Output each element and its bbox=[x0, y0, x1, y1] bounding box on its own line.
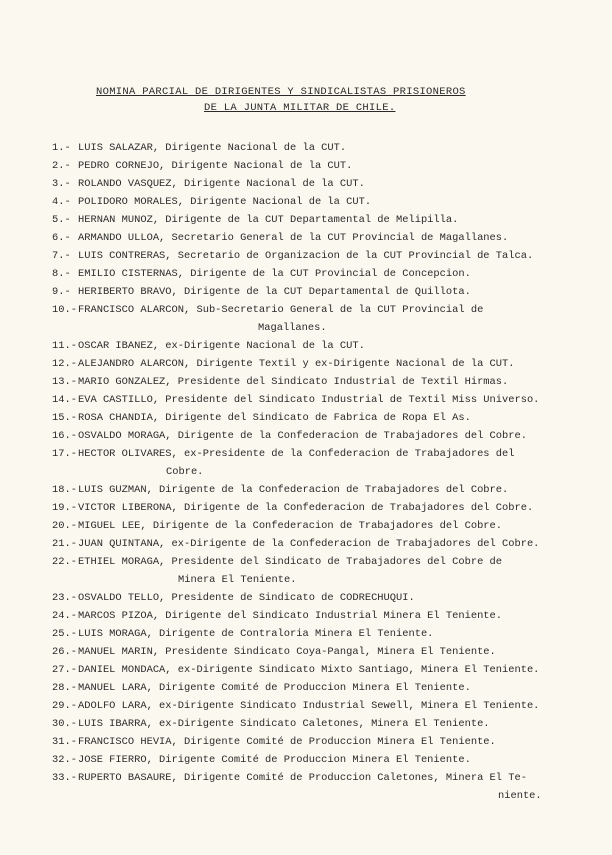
list-item bbox=[52, 427, 572, 445]
item-number: 18.- bbox=[52, 484, 77, 496]
item-text-continuation: Cobre. bbox=[166, 466, 204, 478]
item-text-continuation: niente. bbox=[498, 790, 542, 802]
list-item bbox=[52, 301, 572, 337]
item-text bbox=[78, 535, 572, 553]
item-text-line: HECTOR OLIVARES, ex-Presidente de la Confederacion de Trabajadores del bbox=[78, 448, 515, 460]
list-item bbox=[52, 715, 572, 733]
item-text bbox=[78, 409, 572, 427]
item-text-line: OSVALDO TELLO, Presidente de Sindicato de CODRECHUQUI. bbox=[78, 592, 415, 604]
list-item bbox=[52, 445, 572, 481]
list-item bbox=[52, 481, 572, 499]
list-item bbox=[52, 769, 572, 805]
item-text bbox=[78, 625, 572, 643]
list-item bbox=[52, 553, 572, 589]
item-number: 24.- bbox=[52, 610, 77, 622]
list-item bbox=[52, 175, 572, 193]
item-text-line: FRANCISCO ALARCON, Sub-Secretario General de la CUT Provincial de bbox=[78, 304, 484, 316]
item-number: 19.- bbox=[52, 502, 77, 514]
list-item bbox=[52, 643, 572, 661]
item-text-line: FRANCISCO HEVIA, Dirigente Comité de Produccion Minera El Teniente. bbox=[78, 736, 496, 748]
title-line-2: DE LA JUNTA MILITAR DE CHILE. bbox=[204, 102, 396, 114]
item-text bbox=[78, 157, 572, 175]
item-text bbox=[78, 733, 572, 751]
item-text-line: MARCOS PIZOA, Dirigente del Sindicato Industrial Minera El Teniente. bbox=[78, 610, 503, 622]
item-number: 11.- bbox=[52, 340, 77, 352]
item-text-line: HERIBERTO BRAVO, Dirigente de la CUT Departamental de Quillota. bbox=[78, 286, 471, 298]
item-text bbox=[78, 481, 572, 499]
item-text bbox=[78, 175, 572, 193]
list-item bbox=[52, 607, 572, 625]
item-number: 9.- bbox=[52, 286, 71, 298]
item-number: 31.- bbox=[52, 736, 77, 748]
item-text-line: MANUEL LARA, Dirigente Comité de Produccion Minera El Teniente. bbox=[78, 682, 471, 694]
list-item bbox=[52, 625, 572, 643]
item-number: 5.- bbox=[52, 214, 71, 226]
list-item bbox=[52, 247, 572, 265]
item-text-line: ARMANDO ULLOA, Secretario General de la CUT Provincial de Magallanes. bbox=[78, 232, 509, 244]
item-text-line: ETHIEL MORAGA, Presidente del Sindicato de Trabajadores del Cobre de bbox=[78, 556, 503, 568]
list-item bbox=[52, 157, 572, 175]
item-text-line: LUIS CONTRERAS, Secretario de Organizacion de la CUT Provincial de Talca. bbox=[78, 250, 534, 262]
item-number: 1.- bbox=[52, 142, 71, 154]
item-number: 26.- bbox=[52, 646, 77, 658]
list-item bbox=[52, 733, 572, 751]
item-number: 17.- bbox=[52, 448, 77, 460]
list-item bbox=[52, 679, 572, 697]
item-text-line: EVA CASTILLO, Presidente del Sindicato Industrial de Textil Miss Universo. bbox=[78, 394, 540, 406]
list-item bbox=[52, 697, 572, 715]
item-text bbox=[78, 211, 572, 229]
item-number: 3.- bbox=[52, 178, 71, 190]
document-title bbox=[96, 86, 536, 114]
item-text-continuation: Minera El Teniente. bbox=[178, 574, 297, 586]
list-item bbox=[52, 535, 572, 553]
item-text-line: ALEJANDRO ALARCON, Dirigente Textil y ex-Dirigente Nacional de la CUT. bbox=[78, 358, 515, 370]
item-text-continuation: Magallanes. bbox=[258, 322, 327, 334]
item-number: 21.- bbox=[52, 538, 77, 550]
item-number: 32.- bbox=[52, 754, 77, 766]
item-number: 4.- bbox=[52, 196, 71, 208]
item-text-line: JOSE FIERRO, Dirigente Comité de Produccion Minera El Teniente. bbox=[78, 754, 471, 766]
item-number: 2.- bbox=[52, 160, 71, 172]
list-item bbox=[52, 283, 572, 301]
list-item bbox=[52, 409, 572, 427]
item-text bbox=[78, 283, 572, 301]
item-text bbox=[78, 607, 572, 625]
item-number: 25.- bbox=[52, 628, 77, 640]
item-text bbox=[78, 139, 572, 157]
item-text bbox=[78, 517, 572, 535]
list-item bbox=[52, 499, 572, 517]
item-text bbox=[78, 265, 572, 283]
item-text-line: POLIDORO MORALES, Dirigente Nacional de la CUT. bbox=[78, 196, 372, 208]
item-text-line: VICTOR LIBERONA, Dirigente de la Confederacion de Trabajadores del Cobre. bbox=[78, 502, 534, 514]
item-number: 12.- bbox=[52, 358, 77, 370]
title-line-1: NOMINA PARCIAL DE DIRIGENTES Y SINDICALISTAS PRISIONEROS bbox=[96, 86, 466, 98]
item-text bbox=[78, 697, 572, 715]
item-number: 16.- bbox=[52, 430, 77, 442]
item-text-line: RUPERTO BASAURE, Dirigente Comité de Produccion Caletones, Minera El Te- bbox=[78, 772, 527, 784]
item-text-line: MARIO GONZALEZ, Presidente del Sindicato Industrial de Textil Hirmas. bbox=[78, 376, 509, 388]
item-text bbox=[78, 643, 572, 661]
item-text-line: ADOLFO LARA, ex-Dirigente Sindicato Industrial Sewell, Minera El Teniente. bbox=[78, 700, 540, 712]
list-item bbox=[52, 391, 572, 409]
item-number: 14.- bbox=[52, 394, 77, 406]
item-text-line: MANUEL MARIN, Presidente Sindicato Coya-Pangal, Minera El Teniente. bbox=[78, 646, 496, 658]
item-text-line: LUIS IBARRA, ex-Dirigente Sindicato Caletones, Minera El Teniente. bbox=[78, 718, 490, 730]
item-text-line: JUAN QUINTANA, ex-Dirigente de la Confederacion de Trabajadores del Cobre. bbox=[78, 538, 540, 550]
item-text-line: PEDRO CORNEJO, Dirigente Nacional de la CUT. bbox=[78, 160, 353, 172]
item-text bbox=[78, 391, 572, 409]
item-number: 28.- bbox=[52, 682, 77, 694]
item-number: 27.- bbox=[52, 664, 77, 676]
item-number: 6.- bbox=[52, 232, 71, 244]
list-item bbox=[52, 193, 572, 211]
item-text bbox=[78, 229, 572, 247]
item-text-line: DANIEL MONDACA, ex-Dirigente Sindicato Mixto Santiago, Minera El Teniente. bbox=[78, 664, 540, 676]
item-text bbox=[78, 589, 572, 607]
list-item bbox=[52, 517, 572, 535]
list-item bbox=[52, 211, 572, 229]
item-text bbox=[78, 445, 572, 481]
item-text bbox=[78, 769, 572, 805]
list-item bbox=[52, 265, 572, 283]
item-number: 15.- bbox=[52, 412, 77, 424]
list-item bbox=[52, 661, 572, 679]
item-text-line: OSVALDO MORAGA, Dirigente de la Confederacion de Trabajadores del Cobre. bbox=[78, 430, 527, 442]
item-text bbox=[78, 751, 572, 769]
item-text bbox=[78, 427, 572, 445]
list-item bbox=[52, 229, 572, 247]
item-number: 8.- bbox=[52, 268, 71, 280]
item-text bbox=[78, 373, 572, 391]
item-text-line: OSCAR IBANEZ, ex-Dirigente Nacional de la CUT. bbox=[78, 340, 365, 352]
list-item bbox=[52, 337, 572, 355]
list-item bbox=[52, 355, 572, 373]
item-text bbox=[78, 553, 572, 589]
item-text-line: EMILIO CISTERNAS, Dirigente de la CUT Provincial de Concepcion. bbox=[78, 268, 471, 280]
item-text bbox=[78, 337, 572, 355]
item-text bbox=[78, 715, 572, 733]
item-text-line: HERNAN MUNOZ, Dirigente de la CUT Departamental de Melipilla. bbox=[78, 214, 459, 226]
item-number: 22.- bbox=[52, 556, 77, 568]
item-number: 10.- bbox=[52, 304, 77, 316]
item-number: 13.- bbox=[52, 376, 77, 388]
item-text bbox=[78, 661, 572, 679]
item-text-line: MIGUEL LEE, Dirigente de la Confederacion de Trabajadores del Cobre. bbox=[78, 520, 503, 532]
item-text-line: LUIS GUZMAN, Dirigente de la Confederacion de Trabajadores del Cobre. bbox=[78, 484, 509, 496]
item-text bbox=[78, 679, 572, 697]
item-text-line: LUIS SALAZAR, Dirigente Nacional de la CUT. bbox=[78, 142, 347, 154]
item-text bbox=[78, 355, 572, 373]
list-item bbox=[52, 751, 572, 769]
list-item bbox=[52, 139, 572, 157]
item-number: 20.- bbox=[52, 520, 77, 532]
item-number: 33.- bbox=[52, 772, 77, 784]
item-text bbox=[78, 301, 572, 337]
list-item bbox=[52, 589, 572, 607]
list-item bbox=[52, 373, 572, 391]
item-number: 23.- bbox=[52, 592, 77, 604]
item-text bbox=[78, 247, 572, 265]
item-text bbox=[78, 193, 572, 211]
item-text-line: LUIS MORAGA, Dirigente de Contraloria Minera El Teniente. bbox=[78, 628, 434, 640]
prisoner-list bbox=[52, 139, 572, 805]
item-text-line: ROSA CHANDIA, Dirigente del Sindicato de Fabrica de Ropa El As. bbox=[78, 412, 471, 424]
item-text bbox=[78, 499, 572, 517]
item-text-line: ROLANDO VASQUEZ, Dirigente Nacional de la CUT. bbox=[78, 178, 365, 190]
item-number: 29.- bbox=[52, 700, 77, 712]
item-number: 7.- bbox=[52, 250, 71, 262]
item-number: 30.- bbox=[52, 718, 77, 730]
